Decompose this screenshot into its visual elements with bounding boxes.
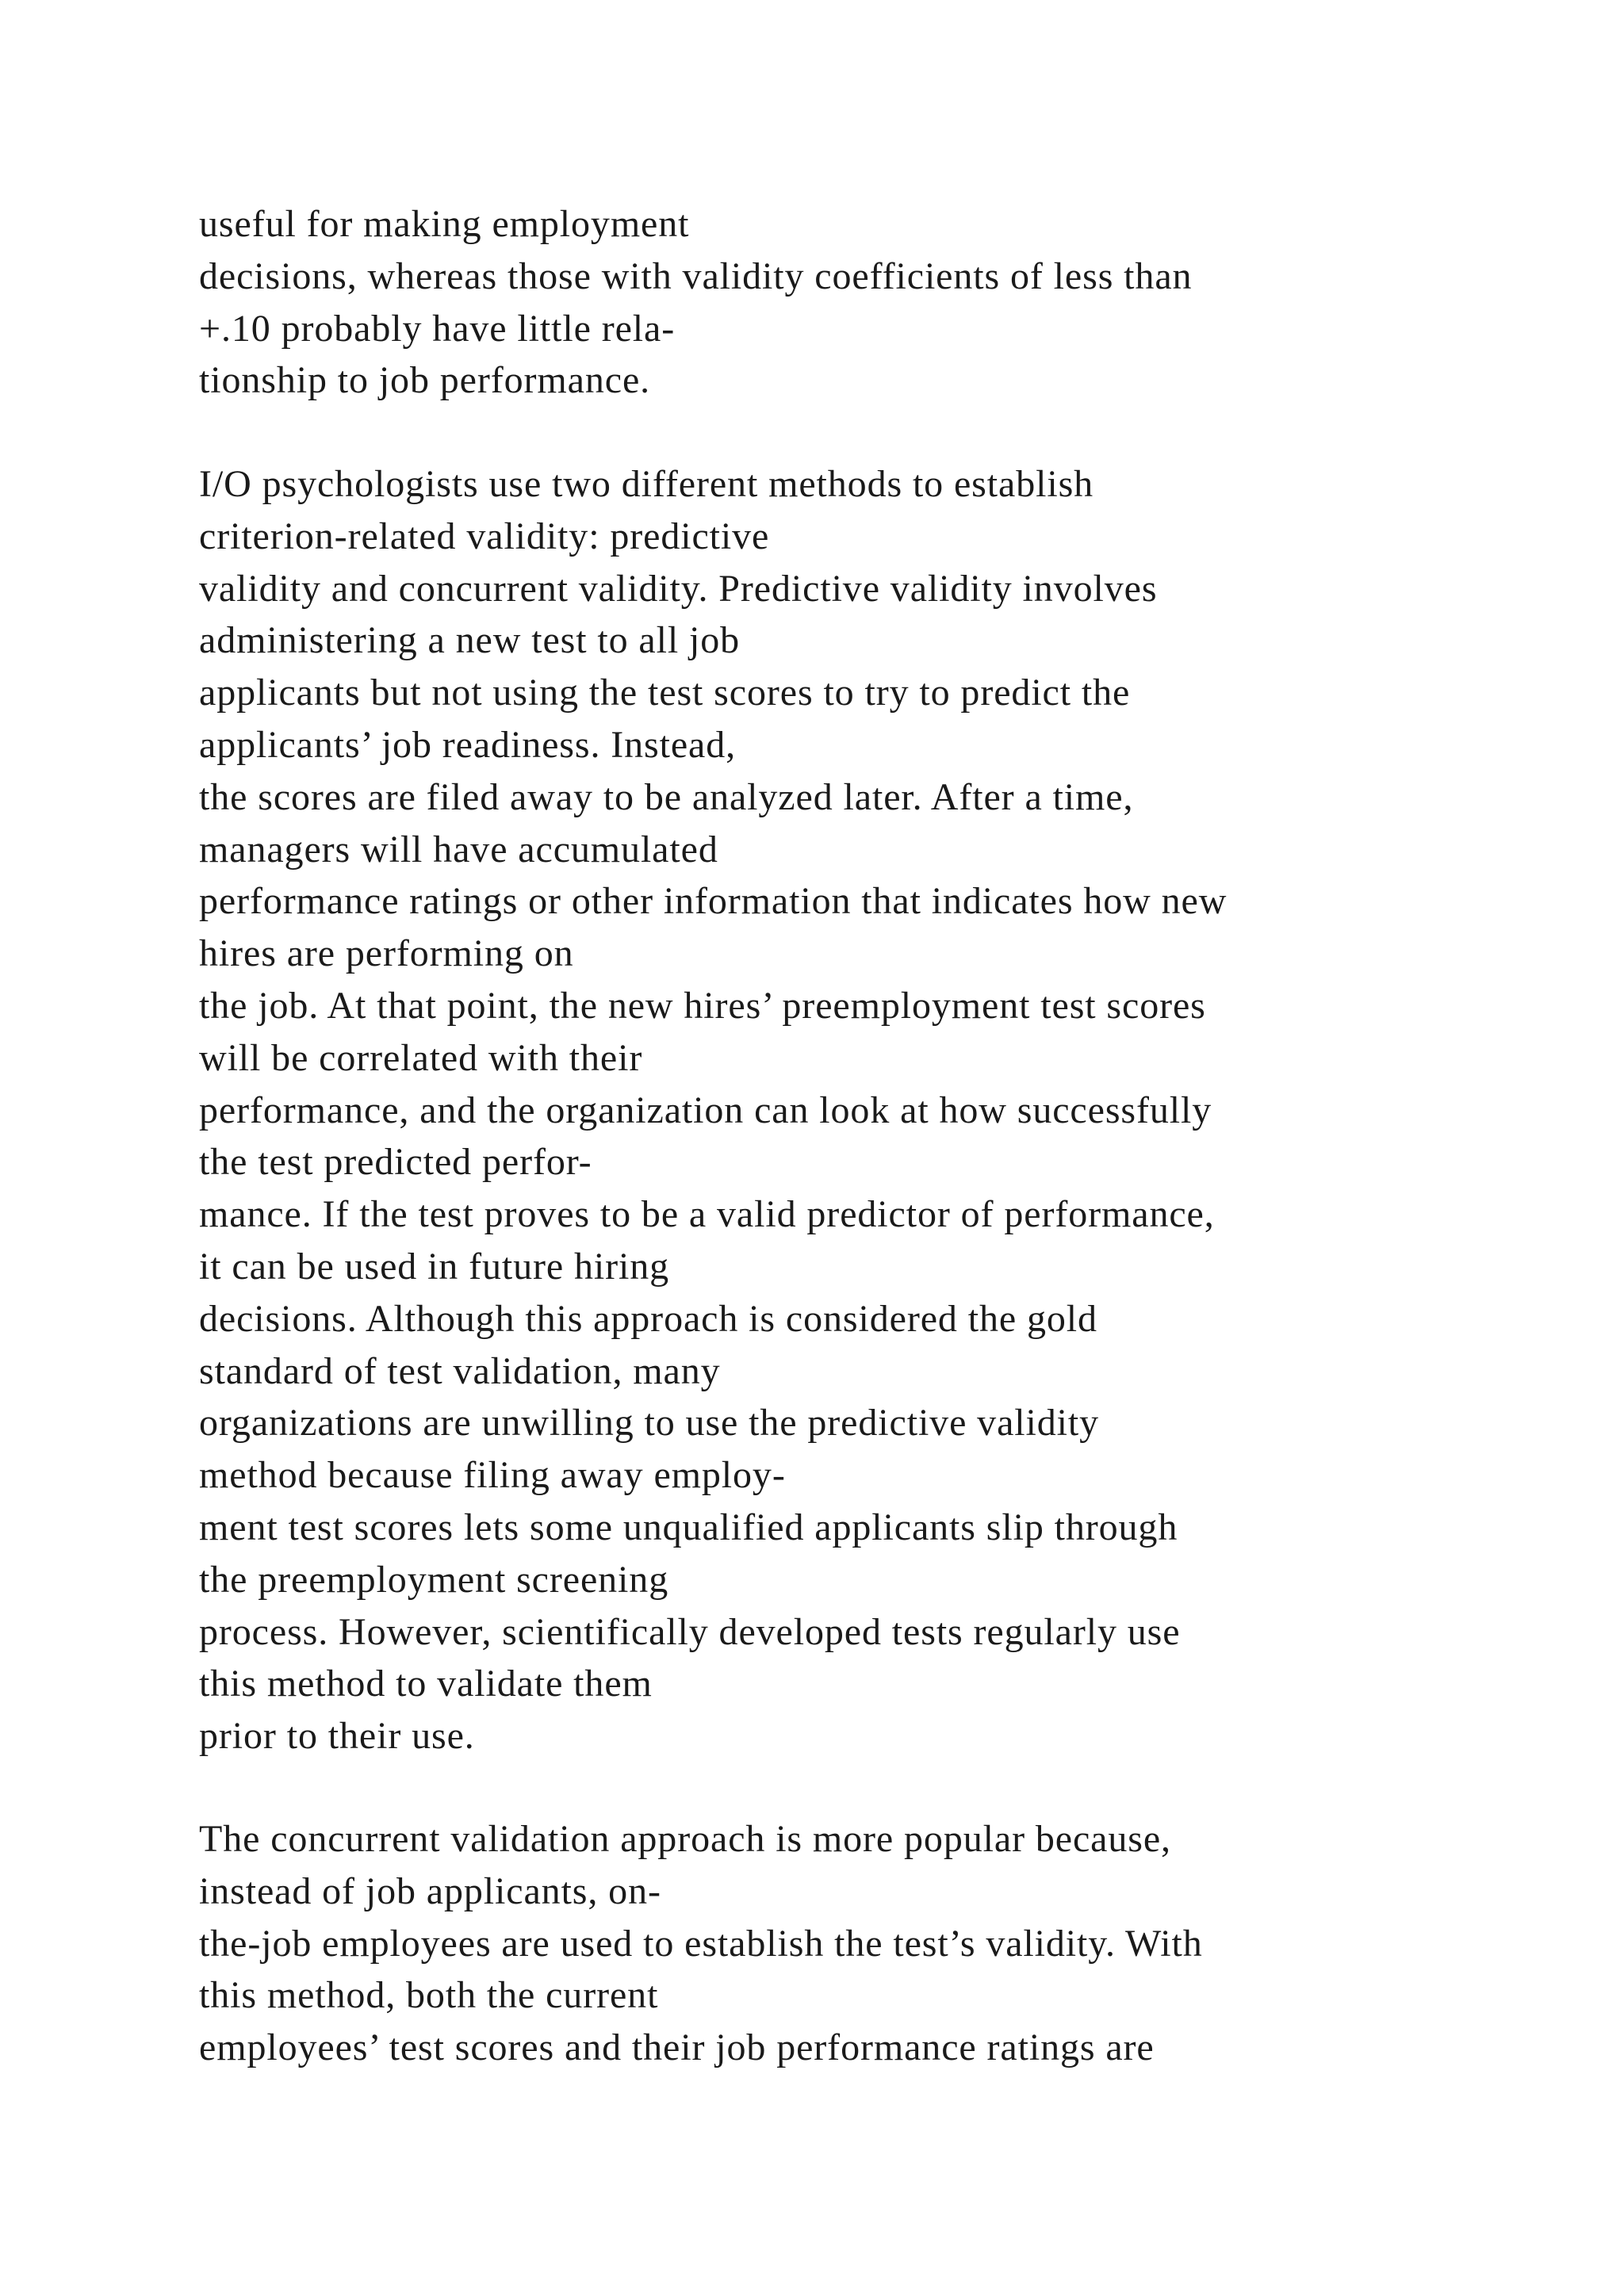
text-line: the-job employees are used to establish the test’s validity. With: [199, 1922, 1203, 1965]
text-line: the scores are filed away to be analyzed later. After a time,: [199, 775, 1134, 818]
text-line: this method to validate them: [199, 1663, 653, 1705]
text-line: validity and concurrent validity. Predictive validity involves: [199, 567, 1158, 610]
text-line: applicants’ job readiness. Instead,: [199, 723, 737, 766]
text-line: will be correlated with their: [199, 1036, 643, 1079]
text-line: it can be used in future hiring: [199, 1245, 670, 1288]
text-line: instead of job applicants, on-: [199, 1869, 661, 1912]
text-line: applicants but not using the test scores to try to predict the: [199, 672, 1131, 714]
text-line: the job. At that point, the new hires’ preemployment test scores: [199, 984, 1206, 1027]
text-line: this method, both the current: [199, 1974, 659, 2017]
text-line: performance, and the organization can look at how successfully: [199, 1089, 1212, 1131]
paragraph-predictive-validity: [199, 458, 1547, 1762]
text-line: criterion-related validity: predictive: [199, 515, 770, 557]
text-line: administering a new test to all job: [199, 619, 741, 662]
paragraph-concurrent-validation: [199, 1813, 1547, 2074]
text-line: process. However, scientifically developed tests regularly use: [199, 1610, 1181, 1653]
text-line: The concurrent validation approach is more popular because,: [199, 1818, 1171, 1860]
text-line: the test predicted perfor-: [199, 1141, 592, 1184]
text-line: I/O psychologists use two different methods to establish: [199, 463, 1094, 505]
text-line: +.10 probably have little rela-: [199, 307, 676, 350]
text-line: method because filing away employ-: [199, 1454, 786, 1497]
text-line: hires are performing on: [199, 932, 574, 975]
text-line: useful for making employment: [199, 203, 690, 245]
text-line: decisions. Although this approach is considered the gold: [199, 1297, 1097, 1340]
text-line: managers will have accumulated: [199, 828, 718, 871]
text-line: mance. If the test proves to be a valid predictor of performance,: [199, 1193, 1215, 1236]
text-line: prior to their use.: [199, 1715, 475, 1758]
text-line: standard of test validation, many: [199, 1349, 721, 1392]
text-line: the preemployment screening: [199, 1558, 669, 1601]
text-line: decisions, whereas those with validity coefficients of less than: [199, 254, 1193, 297]
paragraph-validity-coefficients: [199, 198, 1547, 407]
text-line: tionship to job performance.: [199, 359, 651, 402]
text-line: performance ratings or other information that indicates how new: [199, 880, 1228, 923]
text-line: ment test scores lets some unqualified applicants slip through: [199, 1506, 1178, 1548]
text-line: employees’ test scores and their job performance ratings are: [199, 2026, 1155, 2069]
text-line: organizations are unwilling to use the predictive validity: [199, 1402, 1100, 1445]
